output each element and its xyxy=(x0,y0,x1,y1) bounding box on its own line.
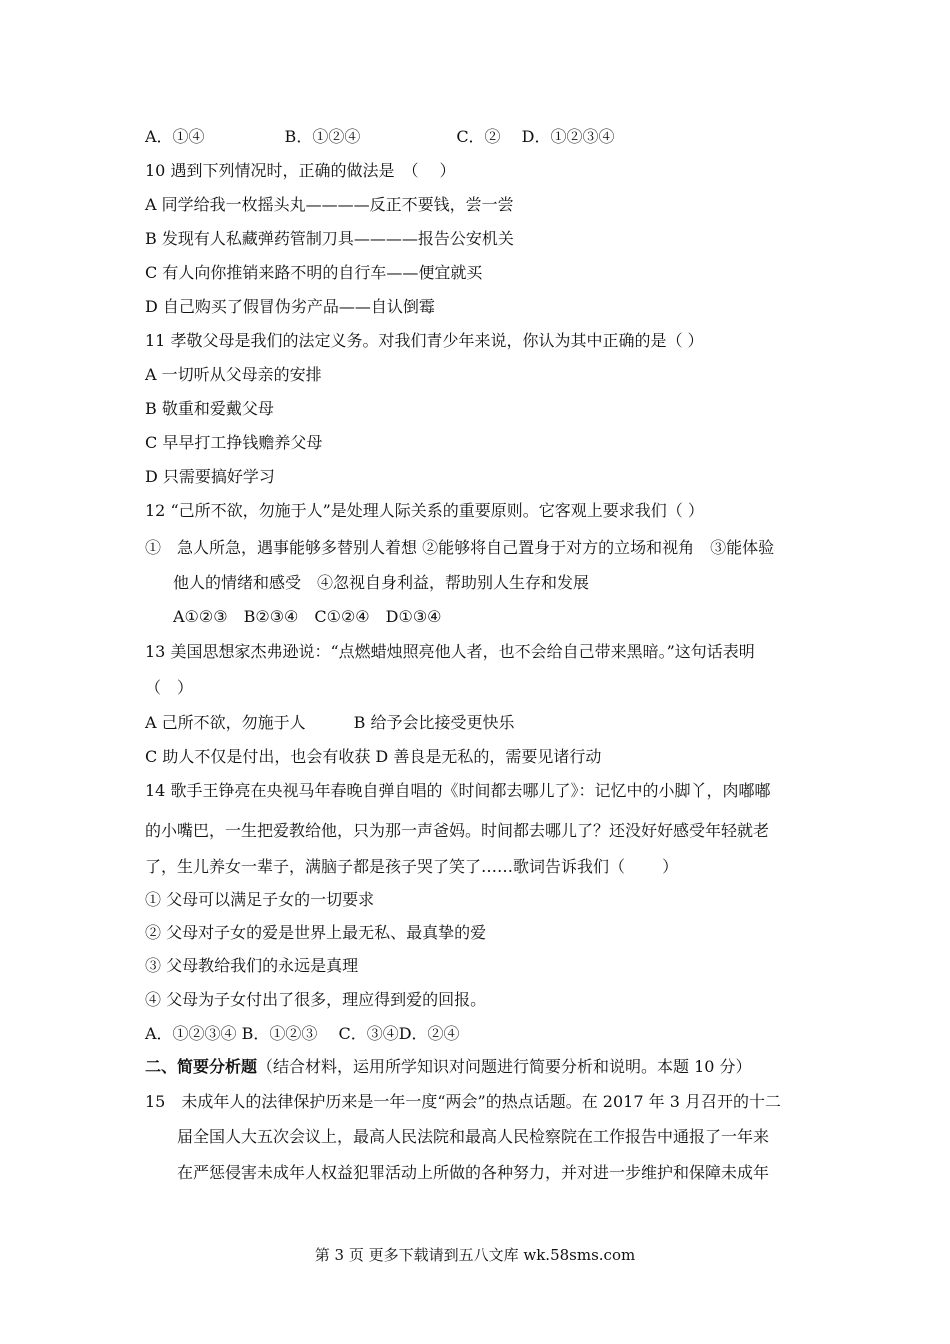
page-footer: 第 3 页 更多下载请到五八文库 wk.58sms.com xyxy=(314,1246,636,1264)
section-two-heading xyxy=(145,1056,752,1078)
q14-statement-4: ④ 父母为子女付出了很多，理应得到爱的回报。 xyxy=(145,990,487,1009)
q11-option-d: D 只需要搞好学习 xyxy=(145,467,275,486)
q14-statement-1: ① 父母可以满足子女的一切要求 xyxy=(145,890,375,909)
q10-option-d: D 自己购买了假冒伪劣产品——自认倒霉 xyxy=(145,297,435,316)
section-two-instructions: （结合材料，运用所学知识对问题进行简要分析和说明。本题 10 分） xyxy=(257,1057,752,1076)
q12-stem: 12 “己所不欲，勿施于人”是处理人际关系的重要原则。它客观上要求我们（ ） xyxy=(145,501,704,520)
q11-option-c: C 早早打工挣钱赡养父母 xyxy=(145,433,323,452)
q15-stem-cont2: 在严惩侵害未成年人权益犯罪活动上所做的各种努力，并对进一步维护和保障未成年 xyxy=(177,1163,770,1182)
q11-option-a: A 一切听从父母亲的安排 xyxy=(145,365,322,384)
q15-stem: 15 未成年人的法律保护历来是一年一度“两会”的热点话题。在 2017 年 3 月召开的十二 xyxy=(145,1092,781,1111)
q10-option-a: A 同学给我一枚摇头丸————反正不要钱，尝一尝 xyxy=(145,195,514,214)
q14-statement-2: ② 父母对子女的爱是世界上最无私、最真挚的爱 xyxy=(145,923,487,942)
q13-options-cd: C 助人不仅是付出，也会有收获 D 善良是无私的，需要见诸行动 xyxy=(145,747,602,766)
q12-statements: ① 急人所急，遇事能够多替别人着想 ②能够将自己置身于对方的立场和视角 ③能体验 xyxy=(145,538,775,557)
q13-stem: 13 美国思想家杰弗逊说：“点燃蜡烛照亮他人者，也不会给自己带来黑暗。”这句话表明 xyxy=(145,642,755,661)
section-two-title: 二、简要分析题 xyxy=(145,1057,258,1076)
q15-stem-cont1: 届全国人大五次会议上，最高人民法院和最高人民检察院在工作报告中通报了一年来 xyxy=(177,1127,770,1146)
q14-stem: 14 歌手王铮亮在央视马年春晚自弹自唱的《时间都去哪儿了》：记忆中的小脚丫，肉嘟嘟 xyxy=(145,781,771,800)
q11-stem: 11 孝敬父母是我们的法定义务。对我们青少年来说，你认为其中正确的是（ ） xyxy=(145,331,704,350)
q14-stem-cont2: 了，生儿养女一辈子，满脑子都是孩子哭了笑了……歌词告诉我们（ ） xyxy=(145,857,679,876)
q10-option-b: B 发现有人私藏弹药管制刀具————报告公安机关 xyxy=(145,229,514,248)
q14-statement-3: ③ 父母教给我们的永远是真理 xyxy=(145,956,359,975)
q9-options: A．①④ B．①②④ C．② D．①②③④ xyxy=(145,127,615,146)
q13-stem-cont: （ ） xyxy=(145,678,194,697)
q11-option-b: B 敬重和爱戴父母 xyxy=(145,399,274,418)
q10-option-c: C 有人向你推销来路不明的自行车——便宜就买 xyxy=(145,263,483,282)
q12-statements-cont: 他人的情绪和感受 ④忽视自身利益，帮助别人生存和发展 xyxy=(173,573,590,592)
q13-options-ab: A 己所不欲，勿施于人 B 给予会比接受更快乐 xyxy=(145,713,515,732)
q12-options: A①②③ B②③④ C①②④ D①③④ xyxy=(173,607,442,626)
q14-stem-cont1: 的小嘴巴，一生把爱教给他，只为那一声爸妈。时间都去哪儿了？还没好好感受年轻就老 xyxy=(145,821,770,840)
q14-options: A．①②③④ B．①②③ C．③④D．②④ xyxy=(145,1024,460,1043)
q10-stem: 10 遇到下列情况时，正确的做法是 （ ） xyxy=(145,161,456,180)
